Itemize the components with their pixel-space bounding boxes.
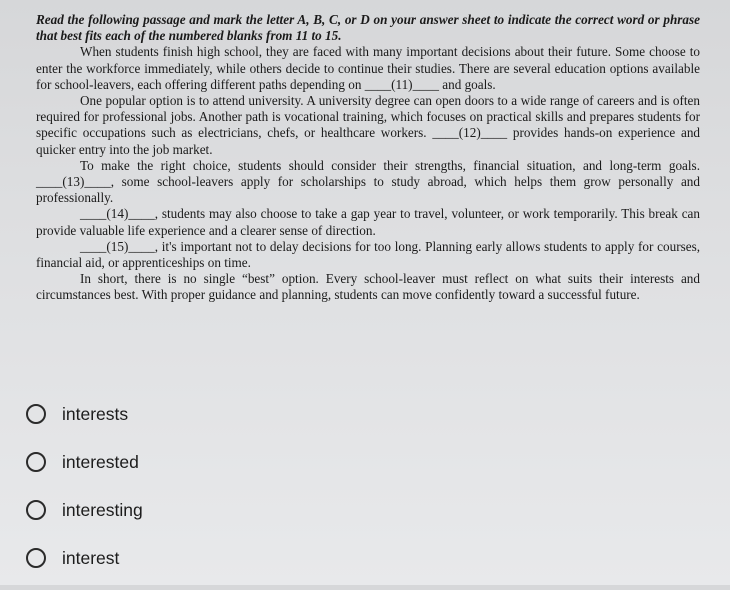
blank-13: ____(13)____ [36,174,111,190]
paragraph-5 [36,239,700,271]
option-label: interesting [62,499,143,520]
p4-end: , students may also choose to take a gap year to travel, volunteer, or work temporarily. This break can provide valuable life experience and a clearer sense of direction. [36,206,700,238]
blank-15: ____(15)____ [80,238,155,254]
instruction-text: Read the following passage and mark the letter A, B, C, or D on your answer sheet to indicate the correct word or phrase that best fits each of the numbered blanks from 11 to 15. [36,12,700,44]
radio-circle-icon[interactable] [26,404,46,424]
p3-text: To make the right choice, students should consider their strengths, financial situation, and long-term goals. [80,157,700,173]
p3-end: , some school-leavers apply for scholarships to study abroad, which helps them grow personally and professionally. [36,174,700,206]
blank-14: ____(14)____ [80,206,155,222]
option-c[interactable] [26,494,143,526]
radio-circle-icon[interactable] [26,548,46,568]
option-label: interest [62,547,120,568]
option-d[interactable] [26,542,143,574]
radio-circle-icon[interactable] [26,500,46,520]
paragraph-3 [36,158,700,207]
paragraph-1 [36,44,700,93]
option-a[interactable] [26,398,143,430]
p2-text: One popular option is to attend university. A university degree can open doors to a wide range of careers and is often required for professional jobs. Another path is vocational training, which focuses on practical skills and prepares students for specific occupations such as electricians, chefs, or healthcare workers. [36,93,700,141]
option-label: interests [62,403,129,424]
answer-options [26,398,143,590]
p2-end: provides hands-on experience and quicker entry into the job market. [36,125,701,157]
paragraph-6: In short, there is no single “best” option. Every school-leaver must reflect on what suits their interests and circumstances best. With proper guidance and planning, students can move confidently toward a successful future. [36,271,700,303]
option-label: interested [62,451,139,472]
paragraph-2 [36,93,700,158]
option-b[interactable] [26,446,143,478]
paragraph-4 [36,206,700,238]
blank-11: ____(11)____ [364,76,439,92]
radio-circle-icon[interactable] [26,452,46,472]
blank-12: ____(12)____ [432,125,508,141]
p1-text: When students finish high school, they are faced with many important decisions about their future. Some choose to enter the workforce immediately, while others decide to continue their studies. There are several education options available for school-leavers, each offering different paths depending on [36,44,700,92]
passage [36,12,700,304]
p5-end: , it's important not to delay decisions for too long. Planning early allows students to apply for courses, financial aid, or apprenticeships on time. [36,238,700,271]
p1-end: and goals. [438,76,496,92]
